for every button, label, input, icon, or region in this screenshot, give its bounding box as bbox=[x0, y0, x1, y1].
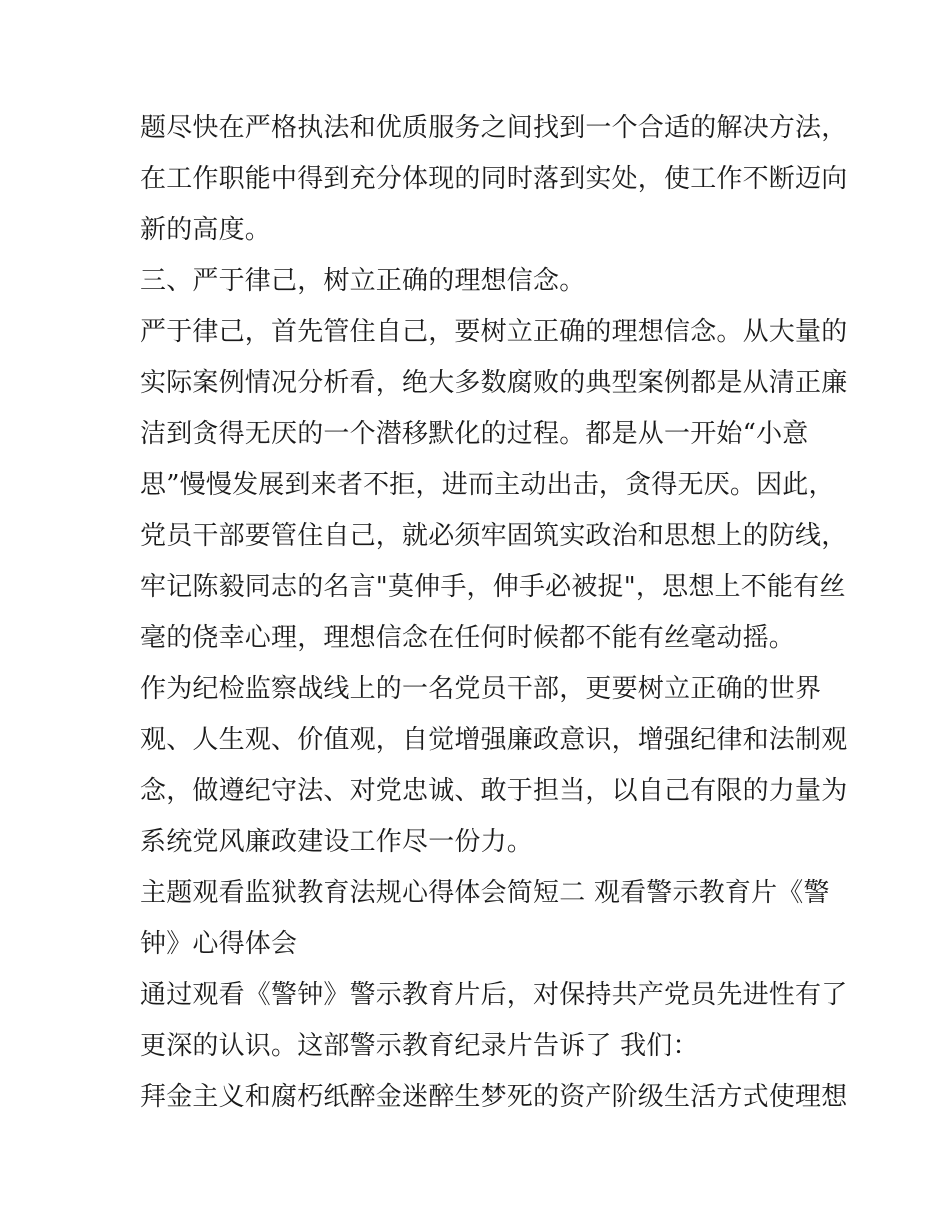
section-heading: 三、严于律己，树立正确的理想信念。 bbox=[140, 266, 586, 296]
text-line: 念，做遵纪守法、对党忠诚、敢于担当，以自己有限的力量为 bbox=[140, 776, 848, 806]
text-line: 通过观看《警钟》警示教育片后，对保持共产党员先进性有了 bbox=[140, 980, 848, 1010]
text-line: 新的高度。 bbox=[140, 215, 272, 245]
text-line: 实际案例情况分析看，绝大多数腐败的典型案例都是从清正廉 bbox=[140, 368, 848, 398]
section-heading: 主题观看监狱教育法规心得体会简短二 观看警示教育片《警 bbox=[140, 878, 830, 908]
text-line: 党员干部要管住自己，就必须牢固筑实政治和思想上的防线， bbox=[140, 521, 848, 551]
text-line: 作为纪检监察战线上的一名党员干部，更要树立正确的世界 bbox=[140, 674, 822, 704]
text-line: 思”慢慢发展到来者不拒，进而主动出击，贪得无厌。因此， bbox=[140, 470, 835, 500]
text-line: 在工作职能中得到充分体现的同时落到实处，使工作不断迈向 bbox=[140, 164, 848, 194]
section-heading: 钟》心得体会 bbox=[140, 929, 298, 959]
text-line: 拜金主义和腐朽纸醉金迷醉生梦死的资产阶级生活方式使理想 bbox=[140, 1082, 848, 1112]
text-line: 牢记陈毅同志的名言"莫伸手，伸手必被捉"，思想上不能有丝 bbox=[140, 572, 846, 602]
text-line: 严于律己，首先管住自己，要树立正确的理想信念。从大量的 bbox=[140, 317, 848, 347]
text-line: 系统党风廉政建设工作尽一份力。 bbox=[140, 827, 534, 857]
text-line: 洁到贪得无厌的一个潜移默化的过程。都是从一开始“小意 bbox=[140, 419, 809, 449]
text-line: 观、人生观、价值观，自觉增强廉政意识，增强纪律和法制观 bbox=[140, 725, 848, 755]
text-line: 题尽快在严格执法和优质服务之间找到一个合适的解决方法， bbox=[140, 113, 848, 143]
text-line: 毫的侥幸心理，理想信念在任何时候都不能有丝毫动摇。 bbox=[140, 623, 796, 653]
text-line: 更深的认识。这部警示教育纪录片告诉了 我们： bbox=[140, 1031, 699, 1061]
